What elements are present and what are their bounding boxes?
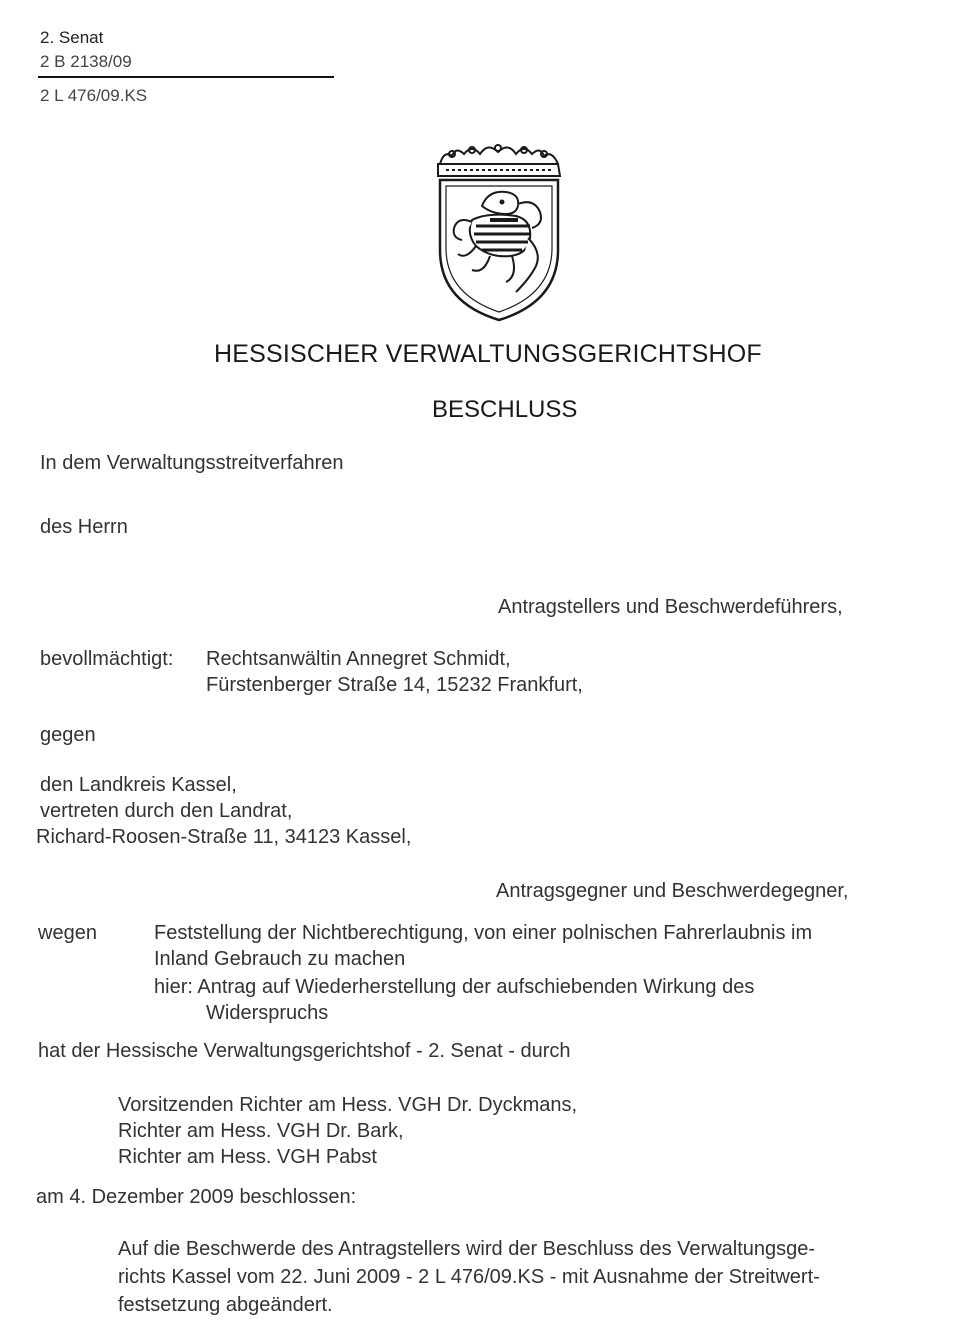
subject-line-4: Widerspruchs <box>206 1002 329 1024</box>
subject-label: wegen <box>38 922 97 944</box>
representative-name: Rechtsanwältin Annegret Schmidt, <box>206 648 511 670</box>
case-number: 2 B 2138/09 <box>40 52 132 71</box>
versus-label: gegen <box>40 724 96 746</box>
lower-court-case-number: 2 L 476/09.KS <box>40 86 148 105</box>
respondent-line-3: Richard-Roosen-Straße 11, 34123 Kassel, <box>36 826 412 848</box>
panel-intro: hat der Hessische Verwaltungsgerichtshof - 2. Senat - durch <box>38 1040 571 1062</box>
judge-2: Richter am Hess. VGH Dr. Bark, <box>118 1120 404 1142</box>
document-type: BESCHLUSS <box>432 396 578 423</box>
applicant-salutation: des Herrn <box>40 516 128 538</box>
respondent-line-2: vertreten durch den Landrat, <box>40 800 293 822</box>
judge-1: Vorsitzenden Richter am Hess. VGH Dr. Dyckmans, <box>118 1094 578 1116</box>
header-divider <box>38 76 334 78</box>
court-name: HESSISCHER VERWALTUNGSGERICHTSHOF <box>214 340 762 368</box>
hessen-coat-of-arms-icon <box>432 142 566 324</box>
representative-label: bevollmächtigt: <box>40 648 174 670</box>
representative-address: Fürstenberger Straße 14, 15232 Frankfurt, <box>206 674 583 696</box>
decision-date: am 4. Dezember 2009 beschlossen: <box>36 1186 357 1208</box>
ruling-line-3: festsetzung abgeändert. <box>118 1294 333 1316</box>
judge-3: Richter am Hess. VGH Pabst <box>118 1146 377 1168</box>
applicant-role: Antragstellers und Beschwerdeführers, <box>498 596 843 618</box>
subject-line-3: hier: Antrag auf Wiederherstellung der aufschiebenden Wirkung des <box>154 976 755 998</box>
senate-label: 2. Senat <box>40 28 104 47</box>
ruling-line-1: Auf die Beschwerde des Antragstellers wird der Beschluss des Verwaltungsge- <box>118 1238 816 1260</box>
subject-line-2: Inland Gebrauch zu machen <box>154 948 406 970</box>
proceedings-intro: In dem Verwaltungsstreitverfahren <box>40 452 344 474</box>
respondent-role: Antragsgegner und Beschwerdegegner, <box>496 880 849 902</box>
subject-line-1: Feststellung der Nichtberechtigung, von einer polnischen Fahrerlaubnis im <box>154 922 813 944</box>
ruling-line-2: richts Kassel vom 22. Juni 2009 - 2 L 476/09.KS - mit Ausnahme der Streitwert- <box>118 1266 820 1288</box>
respondent-line-1: den Landkreis Kassel, <box>40 774 237 796</box>
